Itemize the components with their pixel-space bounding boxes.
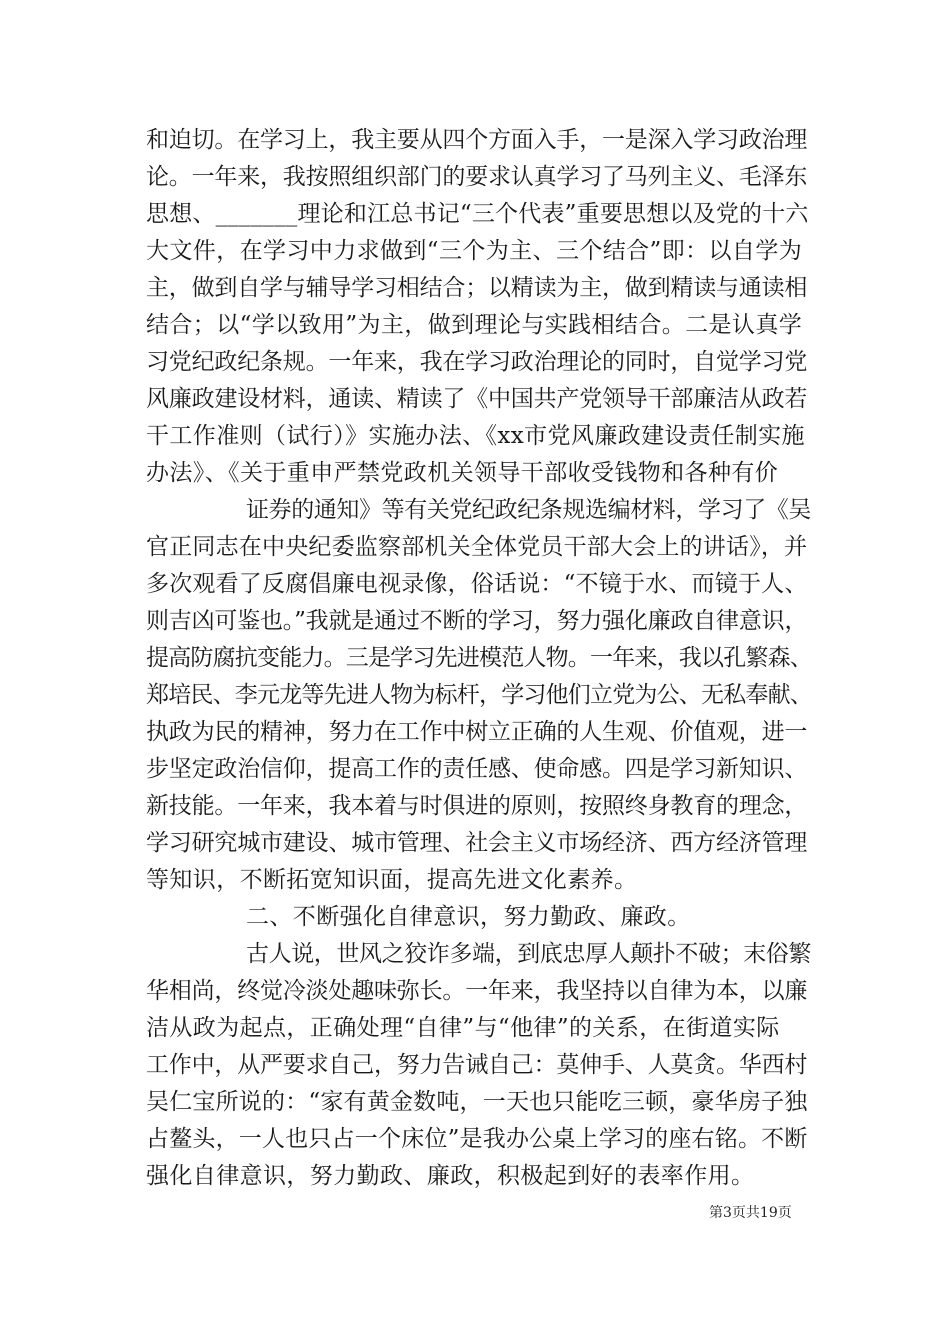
text-line: 强化自律意识，努力勤政、廉政，积极起到好的表率作用。 [146,1163,755,1189]
text-line: 步坚定政治信仰，提高工作的责任感、使命感。四是学习新知识、 [146,756,808,782]
text-line: 提高防腐抗变能力。三是学习先进模范人物。一年来，我以孔繁森、 [146,645,813,671]
text-line: 工作中，从严要求自己，努力告诫自己：莫伸手、人莫贪。华西村 [146,1052,808,1078]
text-line: 吴仁宝所说的：“家有黄金数吨，一天也只能吃三顿，豪华房子独 [146,1089,808,1115]
text-line: 论。一年来，我按照组织部门的要求认真学习了马列主义、毛泽东 [146,164,808,190]
page-number: 第3页共19页 [709,1205,792,1221]
text-line: 新技能。一年来，我本着与时俱进的原则，按照终身教育的理念， [146,793,808,819]
text-line: 郑培民、李元龙等先进人物为标杆，学习他们立党为公、无私奉献、 [146,682,813,708]
section-heading: 二、不断强化自律意识，努力勤政、廉政。 [246,904,691,930]
text-line: 主，做到自学与辅导学习相结合；以精读为主，做到精读与通读相 [146,275,808,301]
text-line: 思想、_______理论和江总书记“三个代表”重要思想以及党的十六 [146,201,809,227]
text-line: 洁从政为起点，正确处理“自律”与“他律”的关系，在街道实际 [146,1015,780,1041]
text-line: 习党纪政纪条规。一年来，我在学习政治理论的同时，自觉学习党 [146,349,808,375]
text-line: 办法》、《关于重申严禁党政机关领导干部收受钱物和各种有价 [146,460,779,486]
text-line: 多次观看了反腐倡廉电视录像，俗话说：“不镜于水、而镜于人、 [146,571,808,597]
text-line: 证券的通知》等有关党纪政纪条规选编材料，学习了《吴 [246,497,812,523]
text-line: 学习研究城市建设、城市管理、社会主义市场经济、西方经济管理 [146,830,808,856]
text-line: 则吉凶可鉴也。”我就是通过不断的学习，努力强化廉政自律意识， [146,608,808,634]
text-line: 古人说，世风之狡诈多端，到底忠厚人颠扑不破；末俗繁 [246,941,812,967]
text-line: 占鳌头，一人也只占一个床位”是我办公桌上学习的座右铭。不断 [146,1126,808,1152]
text-line: 官正同志在中央纪委监察部机关全体党员干部大会上的讲话》，并 [146,534,808,560]
text-line: 和迫切。在学习上，我主要从四个方面入手，一是深入学习政治理 [146,127,808,153]
text-line: 大文件，在学习中力求做到“三个为主、三个结合”即：以自学为 [146,238,803,264]
text-line: 风廉政建设材料，通读、精读了《中国共产党领导干部廉洁从政若 [146,386,808,412]
text-line: 结合；以“学以致用”为主，做到理论与实践相结合。二是认真学 [146,312,803,338]
text-line: 华相尚，终觉冷淡处趣味弥长。一年来，我坚持以自律为本，以廉 [146,978,808,1004]
text-line: 执政为民的精神，努力在工作中树立正确的人生观、价值观，进一 [146,719,808,745]
text-line: 等知识，不断拓宽知识面，提高先进文化素养。 [146,867,638,893]
text-line: 干工作准则（试行）》实施办法、《xx市党风廉政建设责任制实施 [146,423,805,449]
